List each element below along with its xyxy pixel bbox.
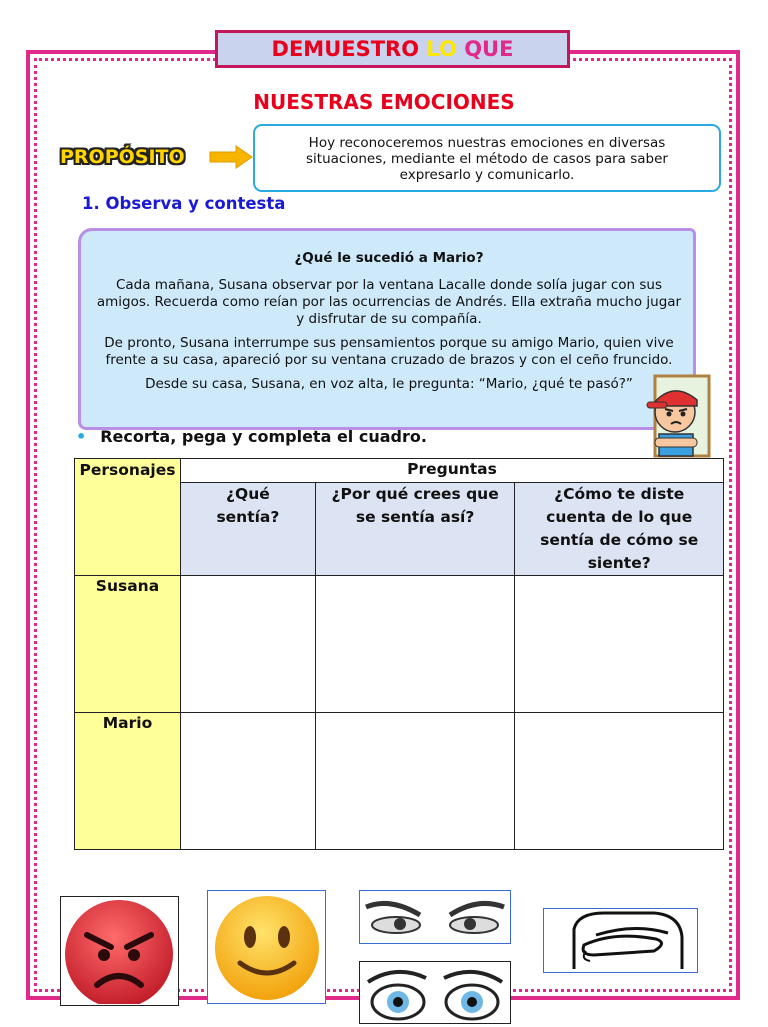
step-label: Observa y contesta <box>105 194 286 213</box>
frowning-eyes-card <box>359 890 511 944</box>
instruction <box>76 427 427 446</box>
question-cell: ¿Cómo te diste cuenta de lo que sentía de cómo se siente? <box>515 483 724 576</box>
angry-face-card <box>60 896 179 1006</box>
purpose-label: PROPÓSITO <box>60 146 185 168</box>
answer-cell[interactable] <box>515 713 724 850</box>
page-title: NUESTRAS EMOCIONES <box>253 90 515 114</box>
step-number: 1. <box>82 194 100 213</box>
row-label-susana: Susana <box>75 576 181 713</box>
crossed-arms-icon <box>544 909 697 972</box>
arrow-right-icon <box>208 144 254 170</box>
answer-cell[interactable] <box>315 576 515 713</box>
instruction-text: Recorta, pega y completa el cuadro. <box>100 427 427 446</box>
header-characters: Personajes <box>75 459 181 576</box>
boy-avatar-icon <box>645 374 711 458</box>
frowning-eyes-icon <box>360 891 510 943</box>
story-title: ¿Qué le sucedió a Mario? <box>294 250 484 266</box>
story-paragraph: Desde su casa, Susana, en voz alta, le pregunta: “Mario, ¿qué te pasó?” <box>145 376 633 392</box>
header-questions: Preguntas <box>180 459 723 483</box>
story-paragraph: De pronto, Susana interrumpe sus pensamientos porque su amigo Mario, quien vive frente a su casa, apareció por su ventana cruzado de brazos y con el ceño fruncido. <box>104 335 674 368</box>
happy-face-card <box>207 890 326 1004</box>
step-heading <box>82 194 285 213</box>
wide-eyes-card <box>359 961 511 1024</box>
story-text <box>96 250 682 400</box>
title-word-2: LO <box>426 37 457 61</box>
wide-eyes-icon <box>360 962 510 1023</box>
row-label-mario: Mario <box>75 713 181 850</box>
angry-face-icon <box>61 897 177 1004</box>
crossed-arms-card <box>543 908 698 973</box>
answer-cell[interactable] <box>315 713 515 850</box>
title-word-3: QUE <box>464 37 514 61</box>
emotions-table <box>74 458 724 850</box>
answer-cell[interactable] <box>180 576 315 713</box>
story-paragraph: Cada mañana, Susana observar por la ventana Lacalle donde solía jugar con sus amigos. Recuerda como reían por las ocurrencias de Andrés. Ella extraña mucho jugar y disfrutar de su compañía. <box>96 277 682 327</box>
title-word-1: DEMUESTRO <box>271 37 420 61</box>
bullet-icon: • <box>76 427 87 446</box>
question-cell: ¿Qué sentía? <box>180 483 315 576</box>
purpose-box: Hoy reconoceremos nuestras emociones en diversas situaciones, mediante el método de casos para saber expresarlo y comunicarlo. <box>253 124 721 192</box>
title-banner <box>215 30 570 68</box>
question-cell: ¿Por qué crees que se sentía así? <box>315 483 515 576</box>
answer-cell[interactable] <box>515 576 724 713</box>
answer-cell[interactable] <box>180 713 315 850</box>
smiling-face-icon <box>208 891 324 1002</box>
